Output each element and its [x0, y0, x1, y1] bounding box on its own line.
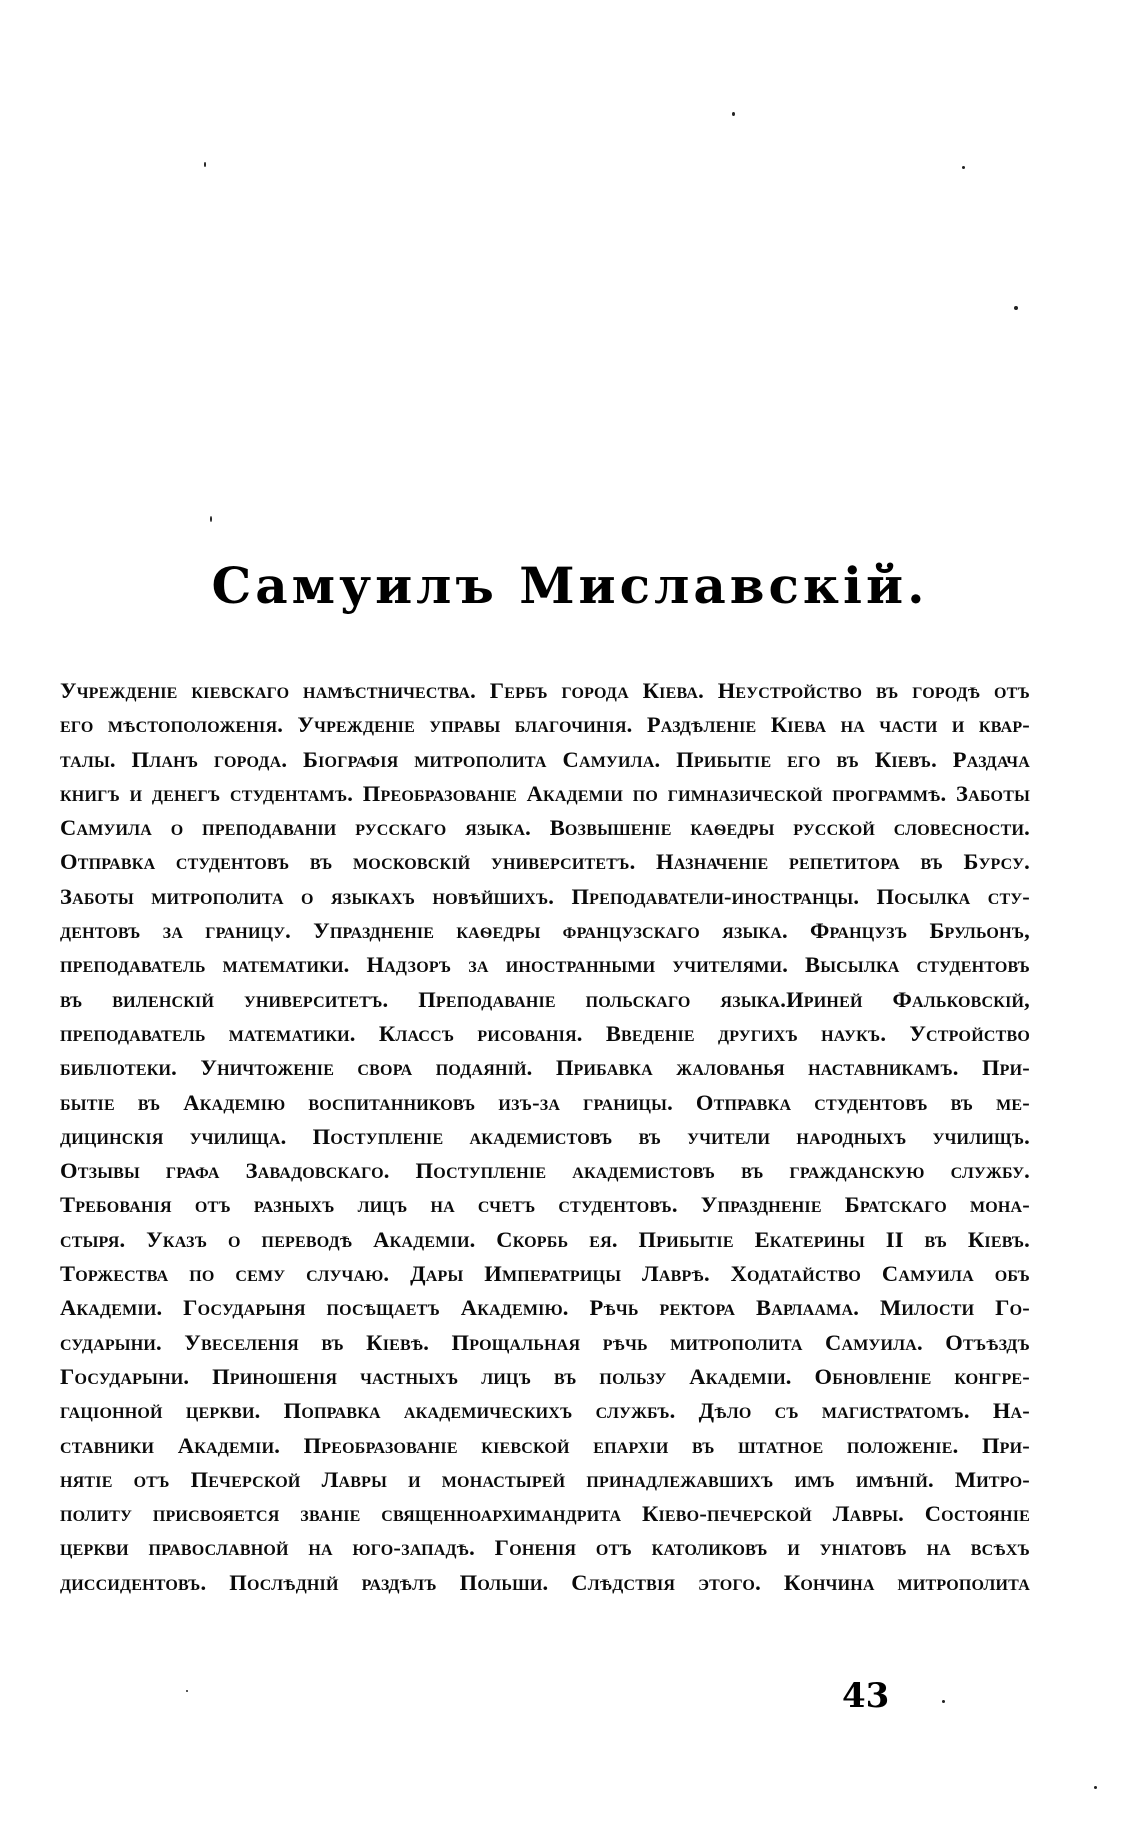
scan-speck — [1014, 306, 1018, 310]
summary-line: политу присвояется званіе священноархимандрита Кіево-печерской Лавры. Состояніе — [60, 1501, 1030, 1527]
scan-speck — [962, 166, 965, 169]
scan-speck — [186, 1690, 188, 1692]
summary-line: въ виленскій университетъ. Преподаваніе польскаго языка.Ириней Фальковскій, — [60, 986, 1030, 1012]
summary-line: сударыни. Увеселенія въ Кіевѣ. Прощальная рѣчь митрополита Самуила. Отъѣздъ — [60, 1329, 1030, 1355]
chapter-title: Самуилъ Миславскій. — [211, 556, 929, 615]
summary-line: Отзывы графа Завадовскаго. Поступленіе академистовъ въ гражданскую службу. — [60, 1158, 1030, 1184]
summary-line: Торжества по сему случаю. Дары Императрицы Лаврѣ. Ходатайство Самуила объ — [60, 1261, 1030, 1287]
scan-speck — [1094, 1786, 1097, 1789]
summary-line: дицинскія училища. Поступленіе академистовъ въ учители народныхъ училищъ. — [60, 1123, 1030, 1149]
page-number: 43 — [842, 1676, 890, 1716]
summary-line: стыря. Указъ о переводѣ Академіи. Скорбь ея. Прибытіе Екатерины II въ Кіевъ. — [60, 1226, 1030, 1252]
summary-line: Самуила о преподаваніи русскаго языка. Возвышеніе каѳедры русской словесности. — [60, 815, 1030, 841]
summary-line: книгъ и денегъ студентамъ. Преобразованіе Академіи по гимназической программѣ. Заботы — [60, 780, 1030, 806]
summary-line: диссидентовъ. Послѣдній раздѣлъ Польши. Слѣдствія этого. Кончина митрополита — [60, 1569, 1030, 1595]
summary-line: Отправка студентовъ въ московскій университетъ. Назначеніе репетитора въ Бурсу. — [60, 849, 1030, 875]
summary-line: бытіе въ Академію воспитанниковъ изъ-за границы. Отправка студентовъ въ ме- — [60, 1089, 1030, 1115]
summary-line: церкви православной на юго-западѣ. Гоненія отъ католиковъ и уніатовъ на всѣхъ — [60, 1535, 1030, 1561]
summary-line: ставники Академіи. Преобразованіе кіевской епархіи въ штатное положеніе. При- — [60, 1432, 1030, 1458]
summary-line: преподаватель математики. Классъ рисованія. Введеніе другихъ наукъ. Устройство — [60, 1020, 1030, 1046]
scan-speck — [732, 112, 735, 116]
summary-line: Академіи. Государыня посѣщаетъ Академію. Рѣчь ректора Варлаама. Милости Го- — [60, 1295, 1030, 1321]
summary-line: Государыни. Приношенія частныхъ лицъ въ пользу Академіи. Обновленіе конгре- — [60, 1363, 1030, 1389]
summary-line: гаціонной церкви. Поправка академическихъ службъ. Дѣло съ магистратомъ. На- — [60, 1398, 1030, 1424]
chapter-summary — [60, 674, 1030, 1600]
summary-line: его мѣстоположенія. Учрежденіе управы благочинія. Раздѣленіе Кіева на части и квар- — [60, 712, 1030, 738]
scan-speck — [942, 1700, 945, 1703]
scan-speck — [204, 162, 206, 167]
summary-line: Заботы митрополита о языкахъ новѣйшихъ. Преподаватели-иностранцы. Посылка сту- — [60, 883, 1030, 909]
scan-speck — [210, 516, 212, 522]
summary-line: Требованія отъ разныхъ лицъ на счетъ студентовъ. Упраздненіе Братскаго мона- — [60, 1192, 1030, 1218]
summary-line: дентовъ за границу. Упраздненіе каѳедры французскаго языка. Французъ Брульонъ, — [60, 918, 1030, 944]
summary-line: библіотеки. Уничтоженіе свора подаяній. Прибавка жалованья наставникамъ. При- — [60, 1055, 1030, 1081]
summary-line: преподаватель математики. Надзоръ за иностранными учителями. Высылка студентовъ — [60, 952, 1030, 978]
summary-line: Учрежденіе кіевскаго намѣстничества. Гербъ города Кіева. Неустройство въ городѣ отъ — [60, 678, 1030, 703]
summary-line: нятіе отъ Печерской Лавры и монастырей принадлежавшихъ имъ имѣній. Митро- — [60, 1466, 1030, 1492]
summary-line: талы. Планъ города. Біографія митрополита Самуила. Прибытіе его въ Кіевъ. Раздача — [60, 746, 1030, 772]
